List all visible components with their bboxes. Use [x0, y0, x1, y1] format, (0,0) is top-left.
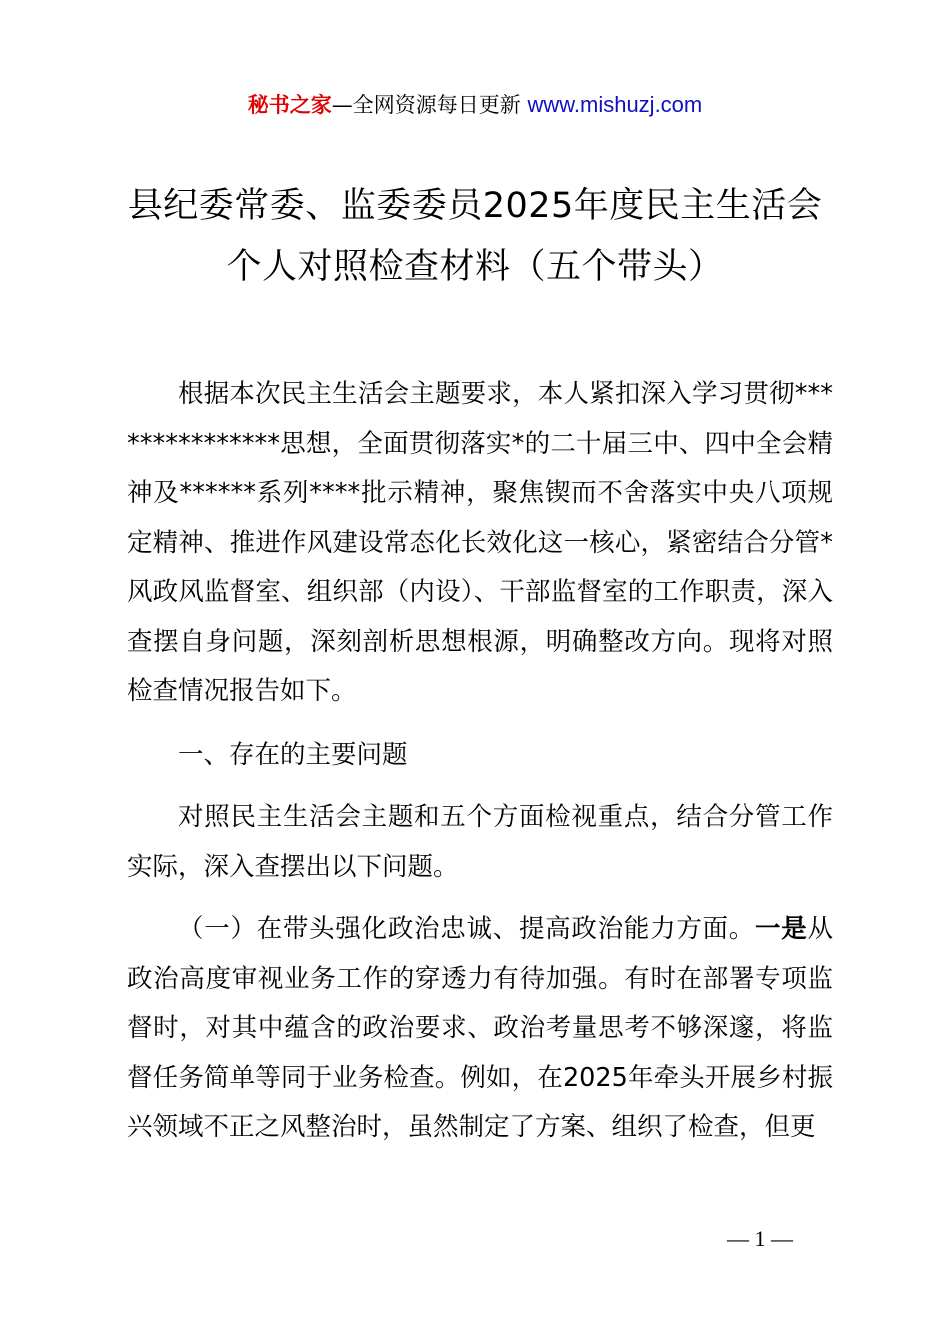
section-1-heading-block: [127, 731, 833, 781]
header-tagline: —全网资源每日更新: [331, 93, 521, 117]
intro-paragraph: [127, 370, 833, 717]
subsection-1-block: [127, 905, 833, 1153]
section-1-intro-block: [127, 793, 833, 892]
subsection-1-text: 从政治高度审视业务工作的穿透力有待加强。有时在部署专项监督时，对其中蕴含的政治要求、政治考量思考不够深邃，将监督任务简单等同于业务检查。例如，在2025年牵头开展乡村振兴领域不正之风整治时，虽然制定了方案、组织了检查，但更: [127, 914, 833, 1142]
site-url-link[interactable]: www.mishuzj.com: [527, 92, 703, 117]
section-1-heading: 一、存在的主要问题: [178, 740, 408, 770]
document-title-line-1: 县纪委常委、监委委员2025年度民主生活会: [127, 186, 823, 226]
site-header: [0, 88, 950, 122]
subsection-1-heading: （一）在带头强化政治忠诚、提高政治能力方面。: [178, 914, 755, 944]
brand-name: 秘书之家: [247, 93, 332, 117]
subsection-1-paragraph: [127, 905, 833, 1153]
page-number: — 1 —: [727, 1226, 793, 1251]
intro-paragraph-text: 根据本次民主生活会主题要求，本人紧扣深入学习贯彻***************思想，全面贯彻落实*的二十届三中、四中全会精神及******系列****批示精神，聚焦锲而不舍落实中央八项规定精神、推进作风建设常态化长效化这一核心，紧密结合分管*风政风监督室、组织部（内设）、干部监督室的工作职责，深入查摆自身问题，深刻剖析思想根源，明确整改方向。现将对照检查情况报告如下。: [127, 379, 833, 706]
document-title-line-2: 个人对照检查材料（五个带头）: [226, 247, 724, 287]
subsection-1-lead-in: 一是: [755, 914, 808, 944]
section-1-intro-text: 对照民主生活会主题和五个方面检视重点，结合分管工作实际，深入查摆出以下问题。: [127, 802, 833, 882]
